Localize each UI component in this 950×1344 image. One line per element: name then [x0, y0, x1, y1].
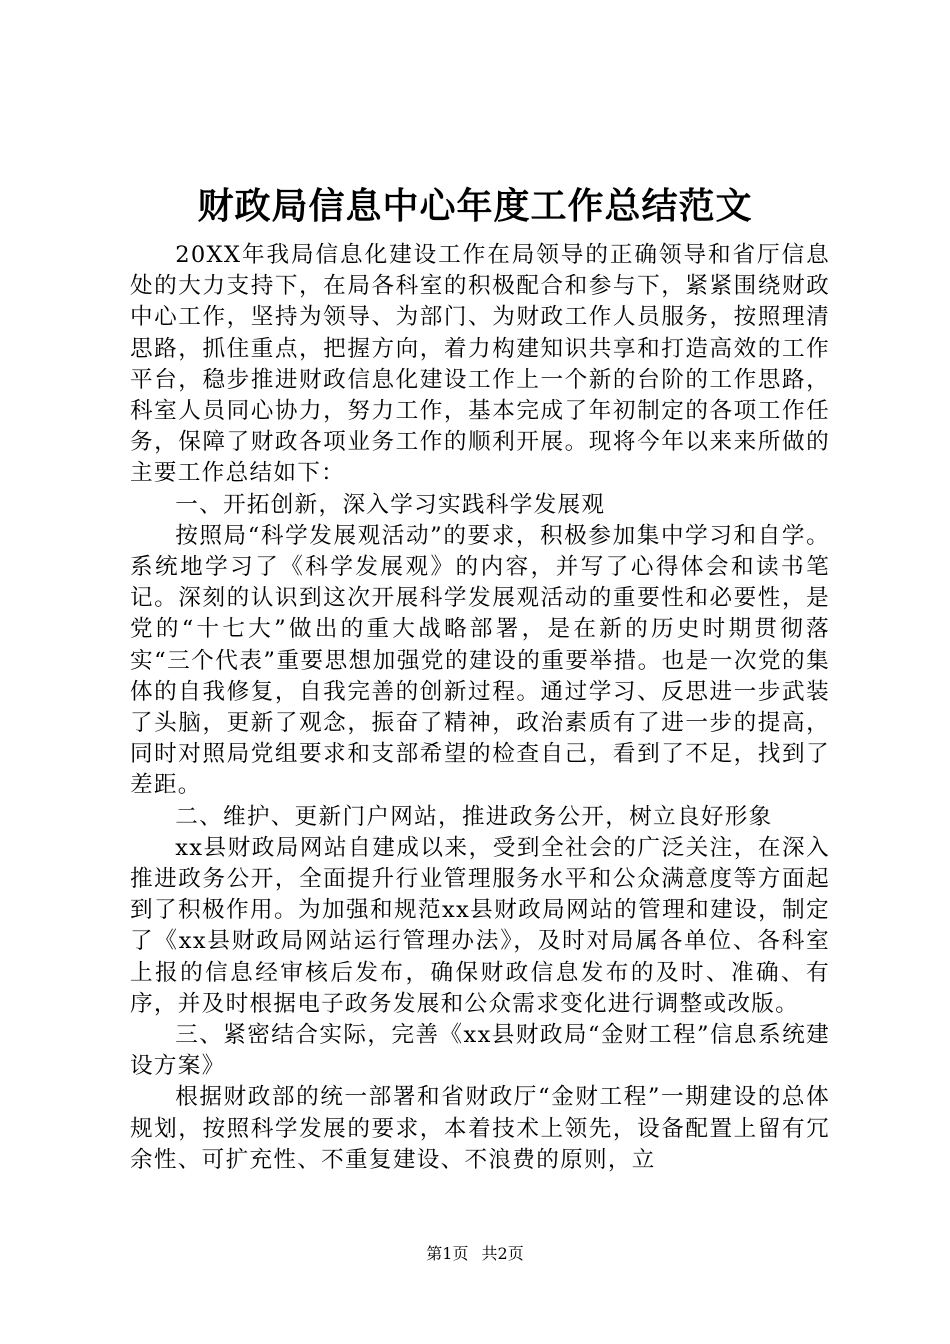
section-heading-2: 二、维护、更新门户网站，推进政务公开，树立良好形象: [175, 803, 773, 830]
page-footer: [0, 1244, 950, 1264]
section-heading-1: 一、开拓创新，深入学习实践科学发展观: [175, 491, 606, 518]
paragraph-section-2: xx县财政局网站自建成以来，受到全社会的广泛关注，在深入推进政务公开，全面提升行业管理服务水平和公众满意度等方面起到了积极作用。为加强和规范xx县财政局网站的管理和建设，制定了《xx县财政局网站运行管理办法》，及时对局属各单位、各科室上报的信息经审核后发布，确保财政信息发布的及时、准确、有序，并及时根据电子政务发展和公众需求变化进行调整或改版。: [130, 834, 830, 1017]
paragraph-section-3: 根据财政部的统一部署和省财政厅“金财工程”一期建设的总体规划，按照科学发展的要求，本着技术上领先，设备配置上留有冗余性、可扩充性、不重复建设、不浪费的原则，立: [130, 1084, 830, 1173]
document-title: 财政局信息中心年度工作总结范文: [197, 185, 753, 227]
page-total: 共2页: [481, 1244, 524, 1263]
paragraph-intro: 20XX年我局信息化建设工作在局领导的正确领导和省厅信息处的大力支持下，在局各科室的积极配合和参与下，紧紧围绕财政中心工作，坚持为领导、为部门、为财政工作人员服务，按照理清思路，抓住重点，把握方向，着力构建知识共享和打造高效的工作平台，稳步推进财政信息化建设工作上一个新的台阶的工作思路，科室人员同心协力，努力工作，基本完成了年初制定的各项工作任务，保障了财政各项业务工作的顺利开展。现将今年以来来所做的主要工作总结如下：: [130, 242, 830, 487]
paragraph-section-1: 按照局“科学发展观活动”的要求，积极参加集中学习和自学。系统地学习了《科学发展观》的内容，并写了心得体会和读书笔记。深刻的认识到这次开展科学发展观活动的重要性和必要性，是党的“十七大”做出的重大战略部署，是在新的历史时期贯彻落实“三个代表”重要思想加强党的建设的重要举措。也是一次党的集体的自我修复，自我完善的创新过程。通过学习、反思进一步武装了头脑，更新了观念，振奋了精神，政治素质有了进一步的提高，同时对照局党组要求和支部希望的检查自己，看到了不足，找到了差距。: [130, 522, 830, 799]
document-body: [130, 240, 830, 1176]
section-heading-3: 三、紧密结合实际，完善《xx县财政局“金财工程”信息系统建设方案》: [130, 1022, 830, 1080]
page-number: 第1页: [426, 1244, 469, 1263]
